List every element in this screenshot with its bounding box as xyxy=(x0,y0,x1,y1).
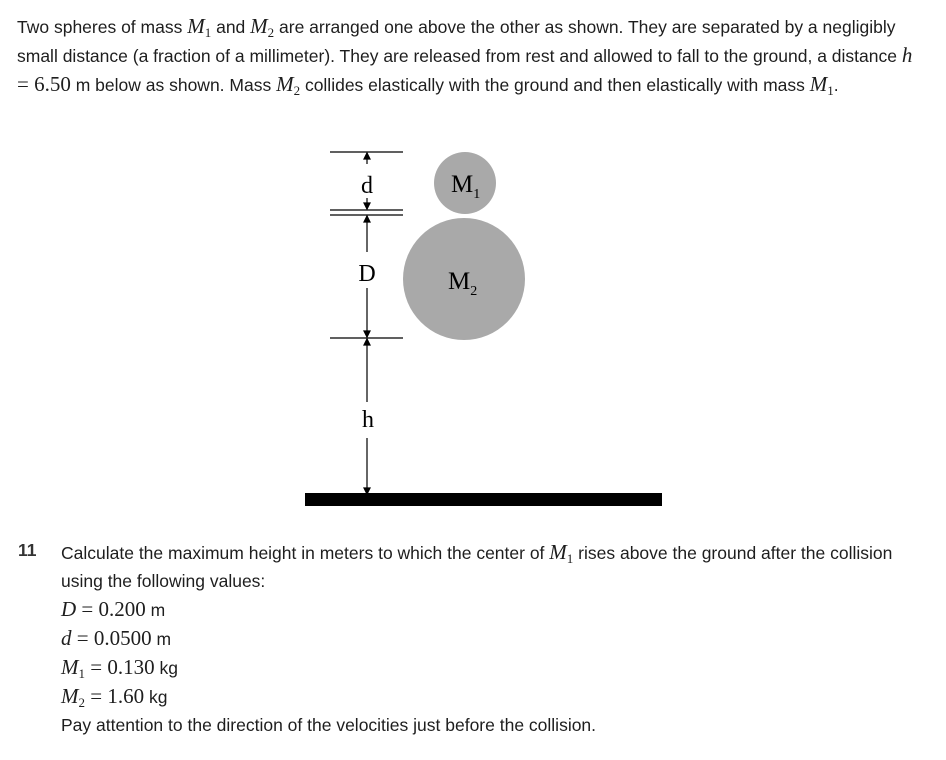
param-M2: $M_2 = 1.60$ kg xyxy=(61,684,168,710)
math-m1: $M_1$ xyxy=(549,540,574,566)
param-d: d = 0.0500 m xyxy=(61,626,172,650)
question-prompt: Calculate the maximum height in meters to which the center of $M_1$ rises above the ground after the collision using the following values: xyxy=(61,540,893,591)
label-d: d xyxy=(361,173,373,199)
problem-intro: Two spheres of mass $M_1$ and $M_2$ are arranged one above the other as shown. They are separated by a negligibly small distance (a fraction of a millimeter). They are released from rest and allowed to fall to the ground, a distance h = 6.50 m below as shown. Mass $M_2$ collides elastically with the ground and then elastically with mass $M_1$. xyxy=(17,14,913,98)
question-body xyxy=(61,538,921,739)
sphere-m1-label: $M_1$ xyxy=(451,171,481,202)
question-note: Pay attention to the direction of the velocities just before the collision. xyxy=(61,715,597,735)
intro-text: Two spheres of mass xyxy=(17,17,188,37)
sphere-m2-label: $M_2$ xyxy=(448,268,478,299)
math-m2: $M_2$ xyxy=(276,72,301,98)
label-h: h xyxy=(362,407,374,433)
math-m1: $M_1$ xyxy=(187,14,212,40)
param-M1: $M_1 = 0.130$ kg xyxy=(61,655,178,681)
param-D: D = 0.200 m xyxy=(61,597,166,621)
math-h: h = 6.50 xyxy=(17,43,913,96)
spheres-diagram xyxy=(0,140,946,520)
label-D: D xyxy=(358,261,376,287)
math-m1: $M_1$ xyxy=(809,72,834,98)
question-number: 11 xyxy=(18,540,37,560)
math-m2: $M_2$ xyxy=(250,14,275,40)
ground xyxy=(305,493,662,506)
